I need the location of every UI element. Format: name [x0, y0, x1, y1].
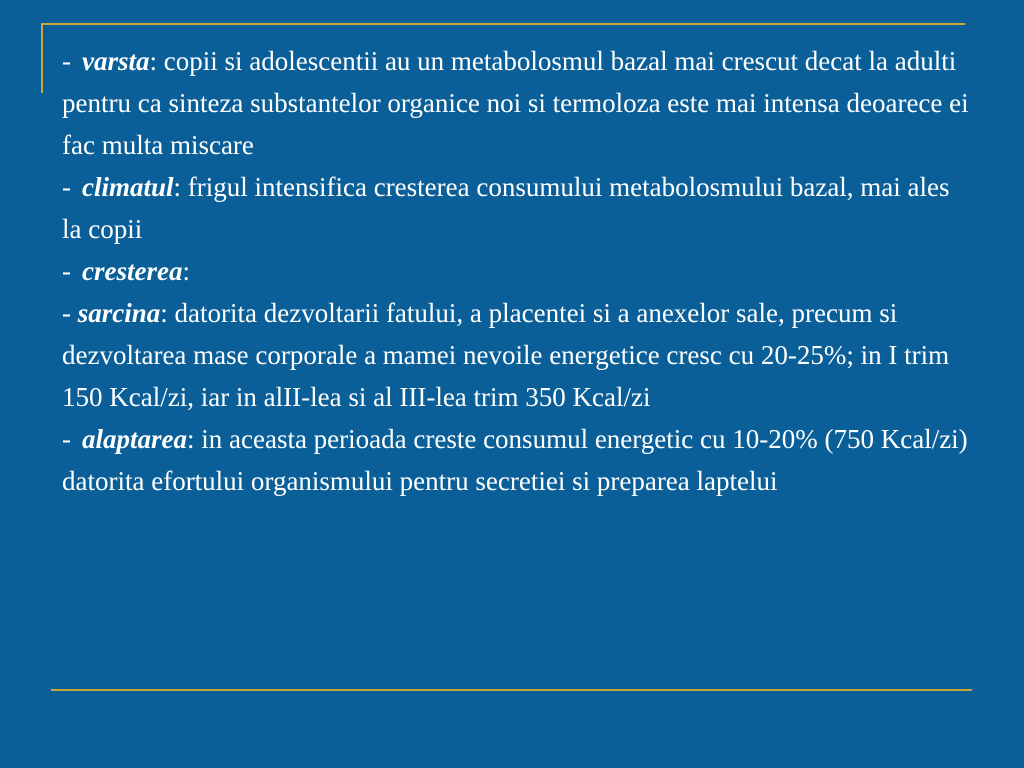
left-accent-line — [41, 23, 43, 93]
term-alaptarea: alaptarea — [82, 424, 187, 454]
term-varsta: varsta — [82, 46, 150, 76]
bullet-dash: - — [62, 172, 71, 202]
top-divider-line — [41, 23, 965, 25]
bullet-dash: - — [62, 46, 71, 76]
text-alaptarea: : in aceasta perioada creste consumul energetic cu 10-20% (750 Kcal/zi) datorita efortului organismului pentru secretiei si preparea laptelui — [62, 424, 968, 496]
bullet-dash: - — [62, 424, 71, 454]
text-climatul: : frigul intensifica cresterea consumului metabolosmului bazal, mai ales la copii — [62, 172, 950, 244]
slide-body — [62, 40, 974, 502]
text-sarcina: : datorita dezvoltarii fatului, a placentei si a anexelor sale, precum si dezvoltarea mase corporale a mamei nevoile energetice cresc cu 20-25%; in I trim 150 Kcal/zi, iar in alII-lea si al III-lea trim 350 Kcal/zi — [62, 298, 950, 412]
term-sarcina: sarcina — [77, 298, 161, 328]
bullet-cresterea — [62, 250, 974, 292]
term-cresterea: cresterea — [82, 256, 183, 286]
bullet-varsta — [62, 40, 974, 166]
bullet-climatul — [62, 166, 974, 250]
text-varsta: : copii si adolescentii au un metabolosmul bazal mai crescut decat la adulti pentru ca sinteza substantelor organice noi si termoloza este mai intensa deoarece ei fac multa miscare — [62, 46, 969, 160]
bullet-dash: - — [62, 298, 71, 328]
term-climatul: climatul — [82, 172, 174, 202]
bullet-sarcina — [62, 292, 974, 418]
text-cresterea: : — [182, 256, 190, 286]
bottom-divider-line — [51, 689, 972, 691]
bullet-dash: - — [62, 256, 71, 286]
bullet-alaptarea — [62, 418, 974, 502]
